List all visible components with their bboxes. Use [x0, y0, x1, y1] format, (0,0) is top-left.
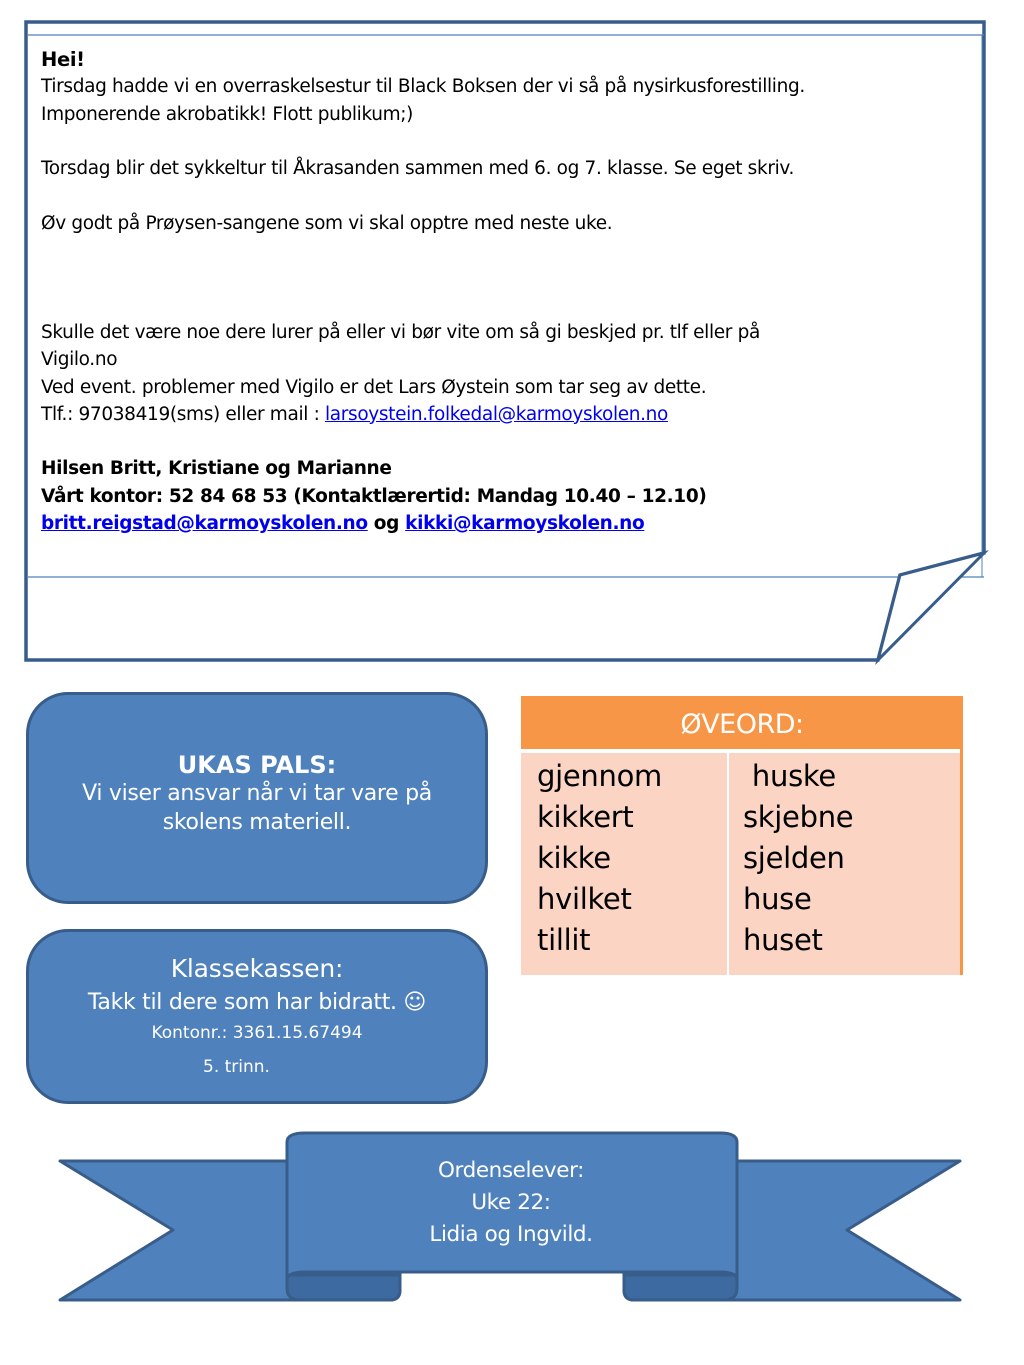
word: huske: [743, 759, 836, 793]
word: skjebne: [743, 800, 854, 834]
header-divider: [521, 749, 960, 753]
email-link-kikki[interactable]: kikki@karmoyskolen.no: [405, 513, 645, 535]
column-divider: [727, 753, 729, 975]
ribbon-left-fold: [287, 1275, 400, 1300]
ordenselever-text: [285, 1155, 737, 1251]
office-info: Vårt kontor: 52 84 68 53 (Kontaktlærertid: Mandag 10.40 – 12.10): [41, 485, 707, 507]
email-joiner: og: [367, 513, 406, 535]
contact-phone-line: [41, 401, 961, 428]
ordenselever-title: Ordenselever:: [438, 1158, 584, 1183]
blank-line: [41, 264, 961, 291]
email-link-lars[interactable]: larsoystein.folkedal@karmoyskolen.no: [325, 403, 669, 425]
word: tillit: [537, 923, 591, 957]
klassekassen-title: Klassekassen:: [170, 954, 344, 983]
note-text: [41, 46, 961, 537]
paragraph-bike-trip: Torsdag blir det sykkeltur til Åkrasanden sammen med 6. og 7. klasse. Se eget skriv.: [41, 158, 795, 180]
ordenselever-week: Uke 22:: [471, 1190, 551, 1215]
ordenselever-names: Lidia og Ingvild.: [429, 1222, 593, 1247]
grade-label: 5. trinn.: [203, 1057, 270, 1077]
word: gjennom: [537, 759, 662, 793]
word: sjelden: [743, 841, 845, 875]
contact-info-problems: Ved event. problemer med Vigilo er det Lars Øystein som tar seg av dette.: [41, 376, 707, 398]
ukas-pals-body: [29, 779, 485, 837]
ukas-pals-line2: skolens materiell.: [162, 810, 352, 835]
ribbon-right-fold: [624, 1275, 737, 1300]
word: huset: [743, 923, 823, 957]
practice-words-table: [521, 696, 963, 975]
paragraph-songs: Øv godt på Prøysen-sangene som vi skal opptre med neste uke.: [41, 212, 613, 234]
word: kikkert: [537, 800, 634, 834]
word: kikke: [537, 841, 611, 875]
klassekassen-box: [26, 929, 488, 1104]
account-number: Kontonr.: 3361.15.67494: [151, 1023, 363, 1043]
contact-phone: Tlf.: 97038419(sms) eller mail :: [41, 403, 325, 425]
signature: Hilsen Britt, Kristiane og Marianne: [41, 458, 392, 480]
klassekassen-thanks: Takk til dere som har bidratt. ☺: [87, 990, 427, 1015]
word-column-1: [537, 756, 662, 961]
blank-line: [41, 182, 961, 209]
contact-info-vigilo: Vigilo.no: [41, 349, 118, 371]
contact-info: Skulle det være noe dere lurer på eller vi bør vite om så gi beskjed pr. tlf eller på: [41, 321, 760, 343]
ukas-pals-box: [26, 692, 488, 904]
word-column-2: [743, 756, 853, 961]
greeting: Hei!: [41, 48, 85, 71]
ukas-pals-line1: Vi viser ansvar når vi tar vare på: [82, 781, 432, 806]
paragraph-trip: Tirsdag hadde vi en overraskelsestur til Black Boksen der vi så på nysirkusforestilling.: [41, 76, 805, 98]
blank-line: [41, 428, 961, 455]
word: hvilket: [537, 882, 632, 916]
blank-line: [41, 292, 961, 319]
paragraph-trip-cont: Imponerende akrobatikk! Flott publikum;): [41, 103, 414, 125]
blank-line: [41, 128, 961, 155]
practice-words-header: ØVEORD:: [521, 696, 963, 749]
word: huse: [743, 882, 812, 916]
ukas-pals-title: UKAS PALS:: [177, 751, 337, 779]
blank-line: [41, 237, 961, 264]
email-link-britt[interactable]: britt.reigstad@karmoyskolen.no: [41, 513, 368, 535]
email-line: [41, 510, 961, 537]
